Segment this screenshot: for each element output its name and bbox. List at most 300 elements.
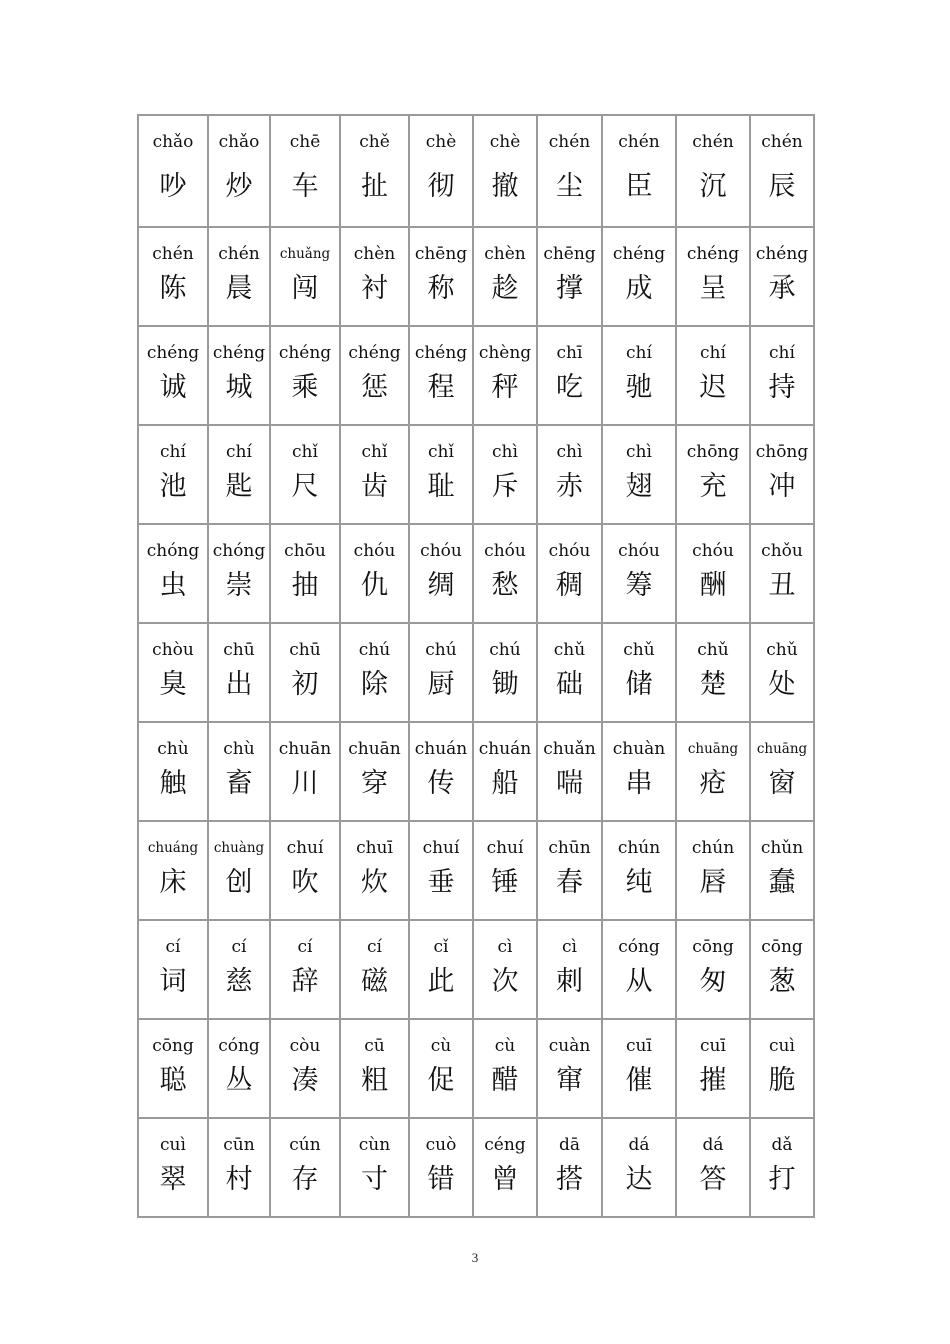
pinyin-label: chǔ xyxy=(553,640,586,660)
hanzi-character: 崇 xyxy=(225,570,253,601)
hanzi-character: 床 xyxy=(159,867,187,898)
hanzi-character: 尘 xyxy=(556,171,583,202)
hanzi-character: 搭 xyxy=(556,1164,583,1195)
pinyin-label: chí xyxy=(226,442,252,462)
hanzi-character: 秤 xyxy=(491,372,519,403)
pinyin-label: chú xyxy=(358,640,391,660)
character-cell xyxy=(603,525,677,624)
pinyin-label: cuī xyxy=(700,1036,726,1056)
hanzi-character: 筹 xyxy=(625,570,653,601)
hanzi-character: 诚 xyxy=(159,372,187,403)
pinyin-label: chǔ xyxy=(766,640,798,660)
character-cell xyxy=(603,228,677,327)
pinyin-label: chǔ xyxy=(697,640,729,660)
character-cell xyxy=(410,426,474,525)
hanzi-character: 城 xyxy=(225,372,253,403)
character-cell xyxy=(341,624,410,723)
character-cell xyxy=(677,327,751,426)
pinyin-label: chǐ xyxy=(428,442,454,462)
character-cell xyxy=(271,327,341,426)
hanzi-character: 稠 xyxy=(556,570,583,601)
character-cell xyxy=(603,426,677,525)
character-cell xyxy=(538,723,603,822)
hanzi-character: 丛 xyxy=(225,1065,253,1096)
character-cell xyxy=(603,1020,677,1119)
pinyin-label: chōu xyxy=(284,541,326,561)
pinyin-label: chuàng xyxy=(213,840,265,856)
pinyin-label: cí xyxy=(367,937,382,957)
character-cell xyxy=(139,426,209,525)
character-cell xyxy=(538,426,603,525)
hanzi-character: 吹 xyxy=(291,867,319,898)
character-cell xyxy=(139,1119,209,1218)
pinyin-label: chuǎng xyxy=(279,246,331,262)
pinyin-label: chí xyxy=(769,343,795,363)
character-cell xyxy=(271,525,341,624)
pinyin-label: chè xyxy=(425,132,457,152)
character-cell xyxy=(677,228,751,327)
pinyin-label: cún xyxy=(289,1135,321,1155)
pinyin-label: cù xyxy=(430,1036,452,1056)
character-cell xyxy=(139,228,209,327)
hanzi-character: 凑 xyxy=(291,1065,319,1096)
character-cell xyxy=(474,1020,538,1119)
pinyin-label: chù xyxy=(223,739,255,759)
hanzi-character: 充 xyxy=(699,471,727,502)
character-cell xyxy=(474,822,538,921)
pinyin-character-table xyxy=(137,114,815,1218)
character-cell xyxy=(139,624,209,723)
character-cell xyxy=(751,327,815,426)
character-cell xyxy=(410,1119,474,1218)
hanzi-character: 成 xyxy=(625,273,653,304)
hanzi-character: 尺 xyxy=(291,471,319,502)
pinyin-label: chǐ xyxy=(292,442,318,462)
hanzi-character: 脆 xyxy=(768,1065,796,1096)
character-cell xyxy=(751,921,815,1020)
character-cell xyxy=(538,822,603,921)
character-cell xyxy=(271,723,341,822)
pinyin-label: chuān xyxy=(348,739,401,759)
hanzi-character: 撤 xyxy=(491,171,519,202)
hanzi-character: 驰 xyxy=(625,372,653,403)
pinyin-label: chéng xyxy=(612,244,666,264)
pinyin-label: chóu xyxy=(618,541,660,561)
pinyin-label: chén xyxy=(548,132,591,152)
hanzi-character: 衬 xyxy=(361,273,388,304)
hanzi-character: 摧 xyxy=(699,1065,727,1096)
pinyin-label: chuí xyxy=(422,838,460,858)
pinyin-label: chuáng xyxy=(147,840,199,856)
pinyin-label: cì xyxy=(562,937,577,957)
hanzi-character: 吵 xyxy=(159,171,187,202)
character-cell xyxy=(341,921,410,1020)
hanzi-character: 喘 xyxy=(556,768,583,799)
pinyin-label: chén xyxy=(761,132,803,152)
pinyin-label: chì xyxy=(492,442,518,462)
pinyin-label: chuí xyxy=(486,838,524,858)
character-cell xyxy=(209,624,271,723)
hanzi-character: 乘 xyxy=(291,372,319,403)
pinyin-label: dá xyxy=(628,1135,650,1155)
table-row xyxy=(139,921,815,1020)
hanzi-character: 厨 xyxy=(427,669,455,700)
character-cell xyxy=(677,525,751,624)
hanzi-character: 促 xyxy=(427,1065,455,1096)
character-cell xyxy=(474,116,538,228)
hanzi-character: 粗 xyxy=(361,1065,388,1096)
character-cell xyxy=(474,525,538,624)
pinyin-label: cǐ xyxy=(433,937,449,957)
hanzi-character: 聪 xyxy=(159,1065,187,1096)
character-cell xyxy=(538,228,603,327)
pinyin-label: chéng xyxy=(348,343,401,363)
hanzi-character: 窜 xyxy=(556,1065,583,1096)
character-cell xyxy=(341,723,410,822)
hanzi-character: 窗 xyxy=(768,768,796,799)
table-row xyxy=(139,624,815,723)
pinyin-label: chuāng xyxy=(756,741,808,757)
hanzi-character: 仇 xyxy=(361,570,388,601)
pinyin-label: cuì xyxy=(769,1036,795,1056)
character-cell xyxy=(538,1119,603,1218)
hanzi-character: 达 xyxy=(625,1164,653,1195)
character-cell xyxy=(603,624,677,723)
hanzi-character: 匙 xyxy=(225,471,253,502)
pinyin-label: cì xyxy=(497,937,513,957)
pinyin-label: cūn xyxy=(223,1135,255,1155)
pinyin-label: céng xyxy=(484,1135,526,1155)
pinyin-label: chèn xyxy=(353,244,396,264)
hanzi-character: 池 xyxy=(159,471,187,502)
character-cell xyxy=(603,116,677,228)
character-cell xyxy=(209,1020,271,1119)
pinyin-label: còu xyxy=(289,1036,321,1056)
hanzi-character: 础 xyxy=(556,669,583,700)
character-cell xyxy=(677,822,751,921)
pinyin-label: chōng xyxy=(755,442,809,462)
character-cell xyxy=(474,624,538,723)
hanzi-character: 处 xyxy=(768,669,796,700)
character-cell xyxy=(209,327,271,426)
character-cell xyxy=(341,822,410,921)
pinyin-label: cōng xyxy=(692,937,734,957)
hanzi-character: 彻 xyxy=(427,171,455,202)
character-cell xyxy=(677,1020,751,1119)
character-cell xyxy=(341,228,410,327)
hanzi-character: 呈 xyxy=(699,273,727,304)
pinyin-label: chǎo xyxy=(218,132,260,152)
character-cell xyxy=(474,327,538,426)
hanzi-character: 抽 xyxy=(291,570,319,601)
hanzi-character: 辰 xyxy=(768,171,796,202)
pinyin-label: chēng xyxy=(414,244,468,264)
character-cell xyxy=(751,426,815,525)
pinyin-label: cuàn xyxy=(548,1036,591,1056)
hanzi-character: 吃 xyxy=(556,372,583,403)
hanzi-character: 冲 xyxy=(768,471,796,502)
pinyin-label: chóu xyxy=(484,541,526,561)
hanzi-character: 酬 xyxy=(699,570,727,601)
pinyin-label: chú xyxy=(489,640,521,660)
hanzi-character: 丑 xyxy=(768,570,796,601)
hanzi-character: 葱 xyxy=(768,966,796,997)
pinyin-label: chéng xyxy=(686,244,740,264)
pinyin-label: chuán xyxy=(478,739,532,759)
pinyin-label: chén xyxy=(618,132,660,152)
hanzi-character: 车 xyxy=(291,171,319,202)
character-cell xyxy=(410,723,474,822)
hanzi-character: 愁 xyxy=(491,570,519,601)
pinyin-label: chuī xyxy=(356,838,393,858)
character-cell xyxy=(139,1020,209,1119)
pinyin-label: chí xyxy=(700,343,726,363)
pinyin-label: chún xyxy=(617,838,661,858)
pinyin-label: cū xyxy=(364,1036,385,1056)
character-cell xyxy=(139,116,209,228)
hanzi-character: 答 xyxy=(699,1164,727,1195)
hanzi-character: 臣 xyxy=(625,171,653,202)
character-cell xyxy=(410,327,474,426)
pinyin-label: dá xyxy=(702,1135,724,1155)
hanzi-character: 从 xyxy=(625,966,653,997)
hanzi-character: 出 xyxy=(225,669,253,700)
pinyin-label: chóng xyxy=(212,541,266,561)
character-cell xyxy=(677,426,751,525)
pinyin-label: chóu xyxy=(353,541,396,561)
pinyin-label: chéng xyxy=(146,343,200,363)
hanzi-character: 除 xyxy=(361,669,388,700)
character-cell xyxy=(209,426,271,525)
character-cell xyxy=(410,116,474,228)
hanzi-character: 持 xyxy=(768,372,796,403)
hanzi-character: 词 xyxy=(159,966,187,997)
hanzi-character: 曾 xyxy=(491,1164,519,1195)
character-cell xyxy=(603,1119,677,1218)
pinyin-label: chě xyxy=(359,132,390,152)
hanzi-character: 称 xyxy=(427,273,455,304)
pinyin-label: chuāng xyxy=(687,741,739,757)
character-cell xyxy=(677,1119,751,1218)
table-row xyxy=(139,723,815,822)
pinyin-label: chī xyxy=(556,343,583,363)
character-cell xyxy=(410,228,474,327)
character-cell xyxy=(538,116,603,228)
pinyin-label: chún xyxy=(691,838,735,858)
character-cell xyxy=(410,921,474,1020)
character-cell xyxy=(271,822,341,921)
hanzi-character: 错 xyxy=(427,1164,455,1195)
hanzi-character: 打 xyxy=(768,1164,796,1195)
hanzi-character: 传 xyxy=(427,768,455,799)
pinyin-label: chì xyxy=(626,442,652,462)
hanzi-character: 春 xyxy=(556,867,583,898)
hanzi-character: 炊 xyxy=(361,867,388,898)
hanzi-character: 触 xyxy=(159,768,187,799)
pinyin-label: cùn xyxy=(358,1135,391,1155)
hanzi-character: 慈 xyxy=(225,966,253,997)
hanzi-character: 畜 xyxy=(225,768,253,799)
character-cell xyxy=(677,624,751,723)
character-cell xyxy=(209,228,271,327)
character-cell xyxy=(474,426,538,525)
hanzi-character: 醋 xyxy=(491,1065,519,1096)
hanzi-character: 辞 xyxy=(291,966,319,997)
hanzi-character: 催 xyxy=(625,1065,653,1096)
character-cell xyxy=(341,1020,410,1119)
pinyin-label: cuì xyxy=(160,1135,186,1155)
pinyin-label: chóu xyxy=(420,541,462,561)
hanzi-character: 纯 xyxy=(625,867,653,898)
character-cell xyxy=(410,624,474,723)
character-cell xyxy=(751,723,815,822)
character-cell xyxy=(271,1020,341,1119)
pinyin-label: chǎo xyxy=(152,132,194,152)
hanzi-character: 楚 xyxy=(699,669,727,700)
character-cell xyxy=(538,624,603,723)
hanzi-character: 撑 xyxy=(556,273,583,304)
character-cell xyxy=(209,723,271,822)
character-cell xyxy=(474,228,538,327)
pinyin-label: chí xyxy=(626,343,652,363)
hanzi-character: 寸 xyxy=(361,1164,388,1195)
hanzi-character: 齿 xyxy=(361,471,388,502)
hanzi-character: 蠢 xyxy=(768,867,796,898)
character-cell xyxy=(410,822,474,921)
hanzi-character: 锤 xyxy=(491,867,519,898)
character-cell xyxy=(341,525,410,624)
hanzi-character: 唇 xyxy=(699,867,727,898)
hanzi-character: 虫 xyxy=(159,570,187,601)
hanzi-character: 炒 xyxy=(225,171,253,202)
hanzi-character: 储 xyxy=(625,669,653,700)
character-cell xyxy=(271,624,341,723)
character-cell xyxy=(209,1119,271,1218)
character-cell xyxy=(677,921,751,1020)
character-cell xyxy=(271,921,341,1020)
pinyin-label: chóng xyxy=(146,541,200,561)
character-cell xyxy=(538,921,603,1020)
character-cell xyxy=(209,116,271,228)
page-number: 3 xyxy=(471,1250,479,1265)
hanzi-character: 惩 xyxy=(361,372,388,403)
character-cell xyxy=(538,327,603,426)
character-cell xyxy=(538,1020,603,1119)
character-cell xyxy=(209,525,271,624)
hanzi-character: 存 xyxy=(291,1164,319,1195)
table-row xyxy=(139,327,815,426)
hanzi-character: 趁 xyxy=(491,273,519,304)
character-cell xyxy=(751,1020,815,1119)
hanzi-character: 船 xyxy=(491,768,519,799)
hanzi-character: 次 xyxy=(491,966,519,997)
pinyin-label: cuī xyxy=(626,1036,652,1056)
pinyin-label: chén xyxy=(218,244,260,264)
hanzi-character: 耻 xyxy=(427,471,455,502)
pinyin-label: chōng xyxy=(686,442,740,462)
character-cell xyxy=(271,1119,341,1218)
pinyin-label: cuò xyxy=(425,1135,457,1155)
table-row xyxy=(139,1020,815,1119)
hanzi-character: 迟 xyxy=(699,372,727,403)
hanzi-character: 臭 xyxy=(159,669,187,700)
pinyin-label: cóng xyxy=(618,937,660,957)
character-cell xyxy=(271,228,341,327)
pinyin-label: chūn xyxy=(548,838,591,858)
hanzi-character: 翅 xyxy=(625,471,653,502)
pinyin-label: chuàn xyxy=(612,739,666,759)
character-cell xyxy=(410,1020,474,1119)
pinyin-label: chéng xyxy=(212,343,266,363)
hanzi-character: 川 xyxy=(291,768,319,799)
hanzi-character: 磁 xyxy=(361,966,388,997)
character-cell xyxy=(603,921,677,1020)
hanzi-character: 村 xyxy=(225,1164,253,1195)
pinyin-label: chuān xyxy=(278,739,332,759)
hanzi-character: 锄 xyxy=(491,669,519,700)
character-cell xyxy=(603,327,677,426)
hanzi-character: 闯 xyxy=(291,273,319,304)
character-cell xyxy=(751,624,815,723)
hanzi-character: 刺 xyxy=(556,966,583,997)
pinyin-label: chú xyxy=(425,640,457,660)
hanzi-character: 穿 xyxy=(361,768,388,799)
character-cell xyxy=(209,822,271,921)
pinyin-label: chǒu xyxy=(761,541,803,561)
table-row xyxy=(139,1119,815,1218)
character-cell xyxy=(139,525,209,624)
table-row xyxy=(139,228,815,327)
pinyin-label: chén xyxy=(152,244,194,264)
pinyin-label: chéng xyxy=(755,244,809,264)
hanzi-character: 斥 xyxy=(491,471,519,502)
character-cell xyxy=(410,525,474,624)
hanzi-character: 赤 xyxy=(556,471,583,502)
character-cell xyxy=(751,1119,815,1218)
character-cell xyxy=(538,525,603,624)
pinyin-label: chuǎn xyxy=(543,739,596,759)
pinyin-label: chí xyxy=(160,442,186,462)
character-cell xyxy=(139,723,209,822)
pinyin-label: chuán xyxy=(414,739,468,759)
hanzi-character: 此 xyxy=(427,966,455,997)
pinyin-label: chòu xyxy=(152,640,194,660)
pinyin-label: chǔ xyxy=(623,640,655,660)
pinyin-label: cù xyxy=(494,1036,516,1056)
character-cell xyxy=(139,327,209,426)
pinyin-label: chóu xyxy=(692,541,734,561)
character-cell xyxy=(341,426,410,525)
pinyin-label: cōng xyxy=(152,1036,194,1056)
pinyin-label: cōng xyxy=(761,937,803,957)
character-cell xyxy=(341,116,410,228)
pinyin-label: chuí xyxy=(286,838,324,858)
pinyin-label: cóng xyxy=(218,1036,260,1056)
pinyin-label: chù xyxy=(157,739,189,759)
pinyin-label: chóu xyxy=(548,541,591,561)
pinyin-label: dǎ xyxy=(771,1135,793,1155)
pinyin-label: cí xyxy=(165,937,181,957)
pinyin-label: chū xyxy=(223,640,255,660)
pinyin-label: chǐ xyxy=(361,442,388,462)
character-cell xyxy=(341,1119,410,1218)
pinyin-label: chéng xyxy=(414,343,468,363)
character-cell xyxy=(603,822,677,921)
pinyin-label: chū xyxy=(289,640,321,660)
pinyin-label: chì xyxy=(556,442,583,462)
pinyin-label: chéng xyxy=(278,343,332,363)
pinyin-label: chèng xyxy=(478,343,532,363)
